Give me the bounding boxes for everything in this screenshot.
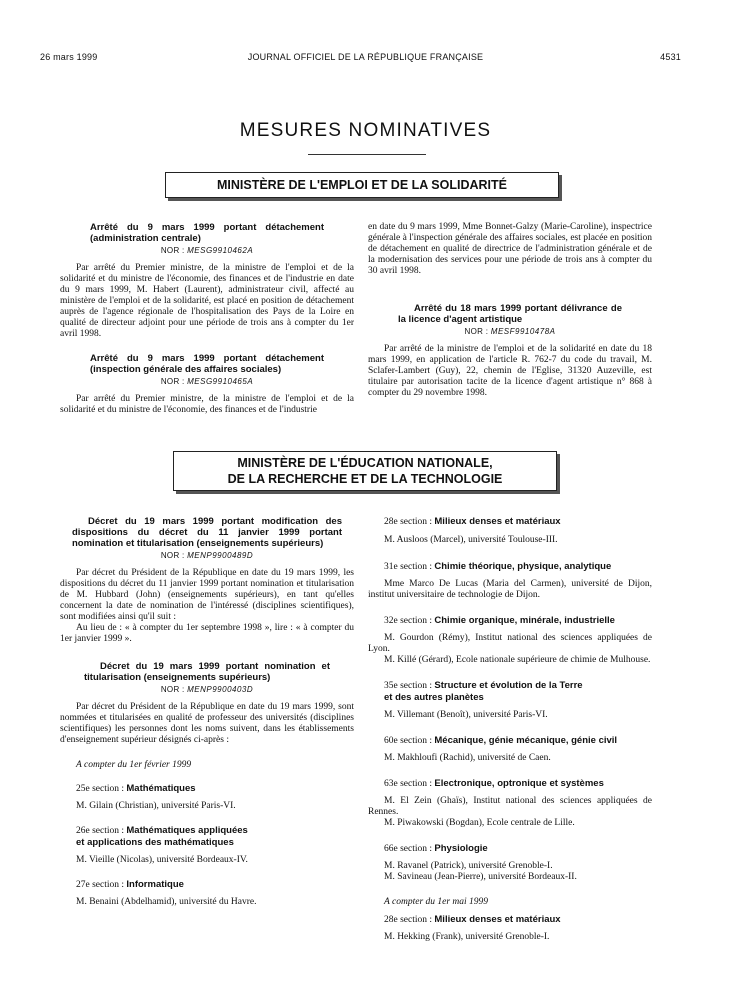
decree-body: Au lieu de : « à compter du 1er septembre 1998 », lire : « à compter du 1er janvier 1999 ». [60, 623, 354, 644]
section-heading: 25e section : Mathématiques [76, 783, 196, 794]
article-body: Par arrêté du Premier ministre, de la ministre de l'emploi et de la solidarité et du ministre de l'économie, des finances et de l'industrie [60, 394, 354, 415]
nor-reference: NOR : MESG9910462A [160, 246, 254, 255]
nor-reference: NOR : MENP9900403D [160, 685, 254, 694]
section-heading-continued: et des autres planètes [384, 692, 484, 703]
appointment-entry: M. Vieille (Nicolas), université Bordeaux-IV. [76, 855, 248, 865]
section-heading: 35e section : Structure et évolution de la Terre [384, 680, 583, 691]
appointment-entry: M. Killé (Gérard), Ecole nationale supérieure de chimie de Mulhouse. [384, 655, 651, 665]
ministry-heading-education [173, 451, 557, 491]
ministry-heading-emploi [165, 172, 559, 198]
article-body-continued: en date du 9 mars 1999, Mme Bonnet-Galzy (Marie-Caroline), inspectrice générale à l'inspection générale des affaires sociales, est placée en position de détachement en qualité de directrice de l'administration générale et de la modernisation des services pour une période de trois ans à compter du 30 avril 1998. [368, 222, 652, 276]
section-heading: 63e section : Electronique, optronique et systèmes [384, 778, 604, 789]
appointment-entry: M. Piwakowski (Bogdan), Ecole centrale de Lille. [384, 818, 575, 828]
section-heading: 31e section : Chimie théorique, physique, analytique [384, 561, 612, 572]
column-left-education [60, 516, 354, 908]
column-right-education [368, 516, 652, 943]
decree-body: Par décret du Président de la République en date du 19 mars 1999, sont nommées et titularisées en qualité de professeur des universités (disciplines scientifiques) les personnes dont les noms suivent, dans les établissements d'enseignement supérieur désignés ci-après : [60, 702, 354, 745]
effective-date: A compter du 1er février 1999 [76, 760, 192, 770]
title-divider [308, 154, 426, 155]
nor-reference: NOR : MENP9900489D [160, 551, 254, 560]
appointment-entry: M. Ravanel (Patrick), université Grenoble-I. [384, 861, 553, 871]
section-heading: 26e section : Mathématiques appliquées [76, 825, 248, 836]
ministry-heading-line: MINISTÈRE DE L'EMPLOI ET DE LA SOLIDARITÉ [216, 178, 508, 192]
header-journal-title: JOURNAL OFFICIEL DE LA RÉPUBLIQUE FRANÇAISE [247, 52, 484, 62]
column-right-emploi [368, 222, 652, 399]
article-title: Arrêté du 9 mars 1999 portant détachement (administration centrale) [90, 222, 324, 244]
section-heading: 28e section : Milieux denses et matériaux [384, 914, 561, 925]
section-heading-continued: et applications des mathématiques [76, 837, 234, 848]
section-heading: 60e section : Mécanique, génie mécanique, génie civil [384, 735, 618, 746]
decree-title: Décret du 19 mars 1999 portant modification des dispositions du décret du 11 janvier 1999 portant nomination et titularisation (enseignements supérieurs) [72, 516, 342, 549]
appointment-entry: M. El Zein (Ghaïs), Institut national des sciences appliquées de Rennes. [368, 796, 652, 817]
ministry-heading-line: MINISTÈRE DE L'ÉDUCATION NATIONALE, [237, 456, 493, 470]
section-heading: 32e section : Chimie organique, minérale, industrielle [384, 615, 615, 626]
appointment-entry: M. Ausloos (Marcel), université Toulouse-III. [384, 535, 558, 545]
article-title: Arrêté du 18 mars 1999 portant délivrance de la licence d'agent artistique [398, 303, 622, 325]
section-heading: 28e section : Milieux denses et matériaux [384, 516, 561, 527]
appointment-entry: M. Villemant (Benoît), université Paris-VI. [384, 710, 548, 720]
article-title: Arrêté du 9 mars 1999 portant détachement (inspection générale des affaires sociales) [90, 353, 324, 375]
article-body: Par arrêté de la ministre de l'emploi et de la solidarité en date du 18 mars 1999, en application de l'article R. 762-7 du code du travail, M. Sclafer-Lambert (Guy), 22, chemin de l'Eglise, 31320 Auzeville, est titulaire par autorisation tacite de la licence d'agent artistique n° 868 à compter du 29 novembre 1998. [368, 344, 652, 398]
decree-body: Par décret du Président de la République en date du 19 mars 1999, les dispositions du décret du 11 janvier 1999 portant nomination et titularisation de M. Hubbard (John) (enseignements supérieurs), en tant qu'elles concernent la date de nomination de l'intéressé (disciplines scientifiques), sont modifiées ainsi qu'il suit : [60, 568, 354, 622]
page-title: MESURES NOMINATIVES [239, 120, 492, 141]
effective-date: A compter du 1er mai 1999 [384, 897, 489, 907]
appointment-entry: M. Hekking (Frank), université Grenoble-I. [384, 932, 550, 942]
appointment-entry: Mme Marco De Lucas (Maria del Carmen), université de Dijon, institut universitaire de technologie de Dijon. [368, 579, 652, 600]
nor-reference: NOR : MESG9910465A [160, 377, 254, 386]
appointment-entry: M. Benaini (Abdelhamid), université du Havre. [76, 897, 257, 907]
appointment-entry: M. Savineau (Jean-Pierre), université Bordeaux-II. [384, 872, 577, 882]
header-page-number: 4531 [660, 52, 681, 62]
appointment-entry: M. Gilain (Christian), université Paris-VI. [76, 801, 236, 811]
column-left-emploi [60, 222, 354, 416]
appointment-entry: M. Gourdon (Rémy), Institut national des sciences appliquées de Lyon. [368, 633, 652, 654]
ministry-heading-line: DE LA RECHERCHE ET DE LA TECHNOLOGIE [227, 472, 503, 486]
header-date: 26 mars 1999 [40, 52, 98, 62]
appointment-entry: M. Makhloufi (Rachid), université de Caen. [384, 753, 551, 763]
section-heading: 66e section : Physiologie [384, 843, 488, 854]
nor-reference: NOR : MESF9910478A [464, 327, 556, 336]
article-body: Par arrêté du Premier ministre, de la ministre de l'emploi et de la solidarité et du ministre de l'économie, des finances et de l'industrie en date du 9 mars 1999, M. Habert (Laurent), administrateur civil, affecté au ministère de l'emploi et de la solidarité, est placé en position de détachement auprès de l'agence régionale de l'hospitalisation des Pays de la Loire en qualité de directeur adjoint pour une période de trois ans à compter du 1er avril 1998. [60, 263, 354, 339]
section-heading: 27e section : Informatique [76, 879, 184, 890]
decree-title: Décret du 19 mars 1999 portant nomination et titularisation (enseignements supérieurs) [84, 661, 330, 683]
